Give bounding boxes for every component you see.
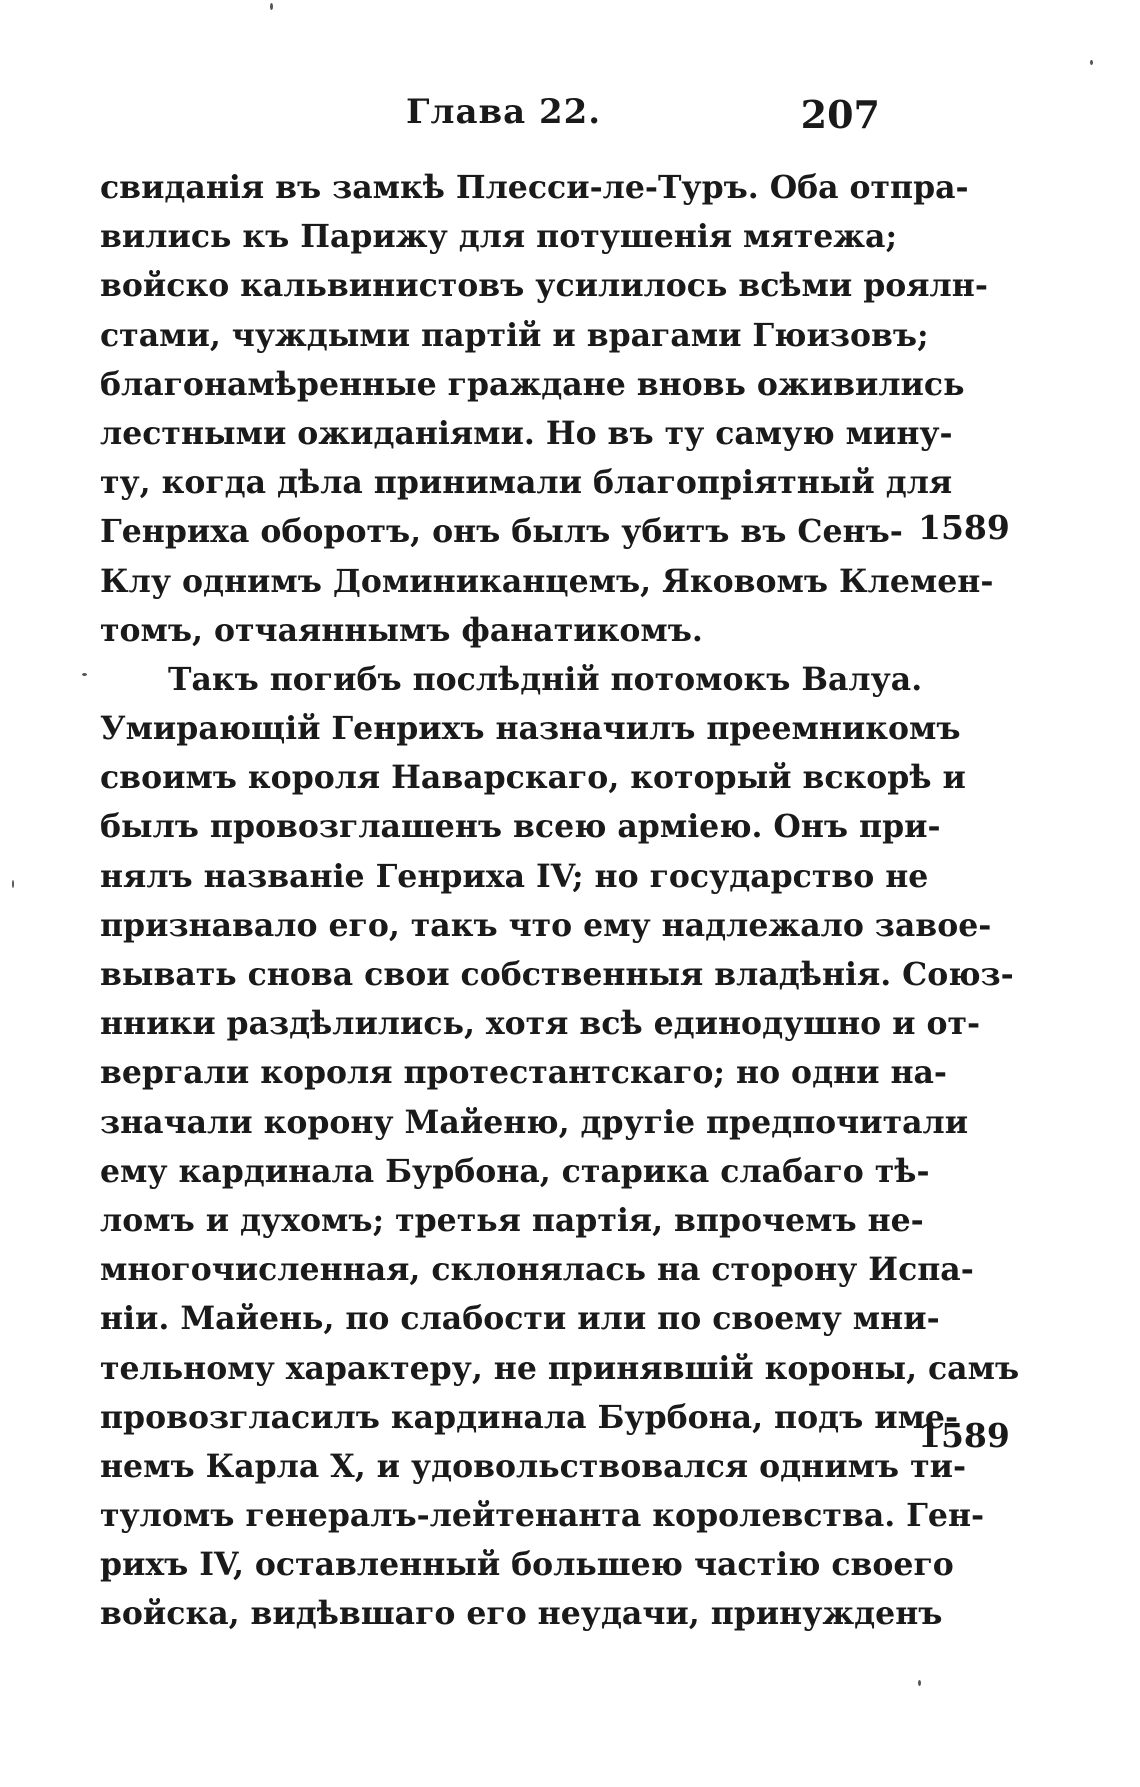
paper-speck [12, 880, 14, 888]
text-line: Такъ погибъ послѣдній потомокъ Валуа. [168, 660, 923, 698]
paper-speck [82, 673, 87, 676]
text-line: вергали короля протестантскаго; но одни на- [100, 1054, 947, 1092]
text-line: провозгласилъ кардинала Бурбона, подъ име- [100, 1398, 959, 1436]
chapter-heading: Глава 22. [406, 92, 602, 132]
margin-year: 1589 [918, 1416, 1010, 1455]
text-line: рихъ IV, оставленный большею частію своего [100, 1546, 954, 1584]
text-line: Умирающій Генрихъ назначилъ преемникомъ [100, 710, 961, 748]
text-line: Клу однимъ Доминиканцемъ, Яковомъ Клемен- [100, 562, 994, 600]
text-line: былъ провозглашенъ всею арміею. Онъ при- [100, 808, 941, 846]
text-line: нники раздѣлились, хотя всѣ единодушно и от- [100, 1005, 981, 1043]
text-line: войска, видѣвшаго его неудачи, принужденъ [100, 1595, 943, 1633]
text-line: лестными ожиданіями. Но въ ту самую мину- [100, 414, 953, 452]
text-line: признавало его, такъ что ему надлежало завое- [100, 906, 992, 944]
paper-speck [918, 1680, 921, 1686]
text-line: нялъ названіе Генриха IV; но государство не [100, 857, 929, 895]
text-line: томъ, отчаяннымъ фанатикомъ. [100, 611, 703, 649]
text-line: значали корону Майеню, другіе предпочитали [100, 1103, 969, 1141]
text-line: многочисленная, склонялась на сторону Испа- [100, 1251, 974, 1289]
text-line: вились къ Парижу для потушенія мятежа; [100, 218, 898, 256]
text-line: ту, когда дѣла принимали благопріятный для [100, 464, 953, 502]
text-line: тельному характеру, не принявшій короны, самъ [100, 1349, 1020, 1387]
page-number: 207 [800, 92, 880, 137]
running-header [390, 92, 880, 142]
text-line: своимъ короля Наварскаго, который вскорѣ и [100, 759, 966, 797]
text-line: ему кардинала Бурбона, старика слабаго тѣ- [100, 1152, 930, 1190]
text-line: благонамѣренные граждане вновь оживились [100, 365, 965, 403]
text-line: вывать снова свои собственныя владѣнія. Союз- [100, 956, 1014, 993]
text-line: ніи. Майень, по слабости или по своему мни- [100, 1300, 940, 1338]
text-line: войско кальвинистовъ усилилось всѣми роялн- [100, 267, 988, 305]
text-line: туломъ генералъ-лейтенанта королевства. Ген- [100, 1497, 985, 1535]
paper-speck [270, 3, 273, 10]
margin-year: 1589 [918, 508, 1010, 547]
text-line: ломъ и духомъ; третья партія, впрочемъ не- [100, 1201, 924, 1239]
text-line: свиданія въ замкѣ Плесси-ле-Туръ. Оба отпра- [100, 169, 969, 206]
text-line: немъ Карла X, и удовольствовался однимъ ти- [100, 1447, 967, 1485]
text-line: стами, чуждыми партій и врагами Гюизовъ; [100, 316, 929, 354]
text-line: Генриха оборотъ, онъ былъ убитъ въ Сенъ- [100, 513, 903, 551]
paper-speck [1090, 60, 1093, 65]
